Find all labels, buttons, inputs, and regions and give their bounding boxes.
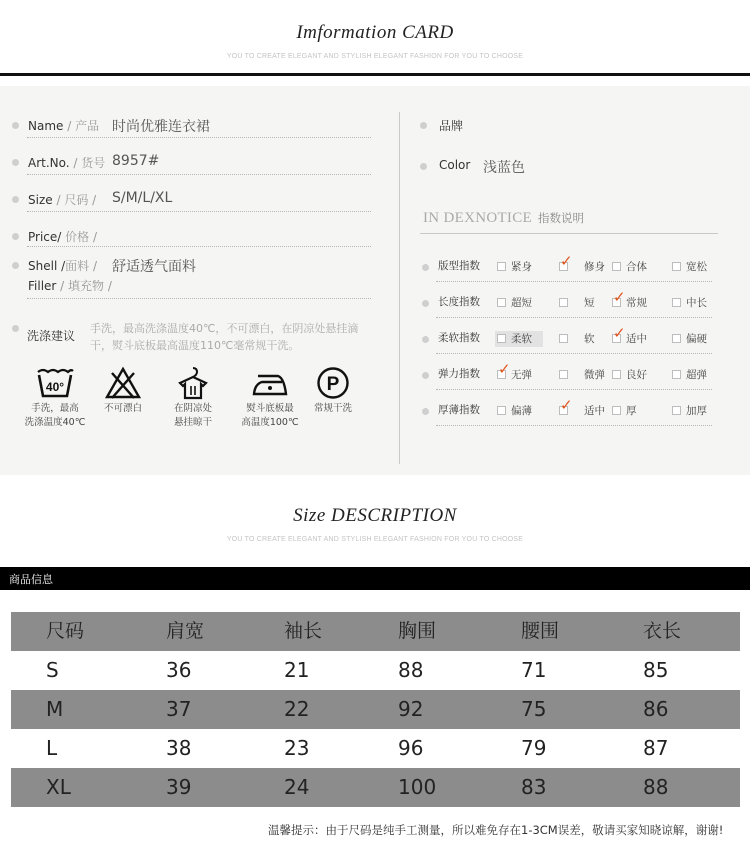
dry-clean-badge: P <box>326 374 340 395</box>
bullet-icon <box>12 325 19 332</box>
size-title: Size DESCRIPTION <box>293 505 457 526</box>
index-option-label: 常规 <box>626 297 647 309</box>
table-header-cell: 衣长 <box>643 620 682 642</box>
info-card-subtitle: YOU TO CREATE ELEGANT AND STYLISH ELEGANT FASHION FOR YOU TO CHOOSE <box>226 53 524 60</box>
index-option[interactable] <box>495 360 543 383</box>
checkbox-icon[interactable] <box>497 334 506 343</box>
index-option[interactable] <box>557 331 605 347</box>
index-option-label: 宽松 <box>686 261 707 273</box>
index-option[interactable] <box>495 403 543 419</box>
index-option[interactable] <box>557 367 605 383</box>
table-cell: 86 <box>643 697 669 721</box>
checkbox-icon[interactable] <box>672 334 681 343</box>
index-option-label: 适中 <box>626 333 647 345</box>
index-option-label: 紧身 <box>511 261 532 273</box>
table-header-cell: 胸围 <box>398 620 437 642</box>
index-row <box>420 324 712 359</box>
wash-40-badge: 40° <box>45 380 65 394</box>
table-header-cell: 尺码 <box>46 620 85 642</box>
table-cell: 96 <box>398 736 424 760</box>
index-option[interactable] <box>610 288 658 311</box>
wash-40-icon <box>35 366 75 400</box>
care-no-bleach-text1: 不可漂白 <box>103 403 142 414</box>
care-dry-clean-text1: 常规干洗 <box>313 403 352 414</box>
size-table <box>11 612 740 807</box>
color-label: Color <box>439 158 471 172</box>
bullet-icon <box>420 163 427 170</box>
table-row <box>11 651 740 690</box>
column-divider <box>399 112 400 464</box>
index-label: 长度指数 <box>438 296 480 308</box>
index-option[interactable] <box>557 252 605 275</box>
header-divider <box>0 73 750 76</box>
table-header-cell: 袖长 <box>284 620 323 642</box>
table-header <box>11 612 740 651</box>
table-cell: 87 <box>643 736 669 760</box>
index-option-label: 中长 <box>686 297 707 309</box>
name-value: 时尚优雅连衣裙 <box>112 119 210 135</box>
size-label-cn: / 尺码 / <box>52 193 97 207</box>
table-cell: 83 <box>521 775 547 799</box>
table-cell: 21 <box>284 658 310 682</box>
index-label: 柔软指数 <box>438 332 480 344</box>
iron-icon <box>250 366 290 400</box>
checkbox-icon[interactable] <box>672 298 681 307</box>
index-option-label: 软 <box>584 333 595 345</box>
checkbox-icon[interactable] <box>497 298 506 307</box>
price-label-cn: 价格 / <box>61 230 98 244</box>
care-dry-clean <box>293 366 373 416</box>
checkbox-icon[interactable] <box>612 406 621 415</box>
table-cell: 100 <box>398 775 437 799</box>
checkbox-icon[interactable] <box>672 406 681 415</box>
index-option[interactable] <box>670 331 718 347</box>
index-option[interactable] <box>610 324 658 347</box>
checkbox-icon[interactable] <box>612 370 621 379</box>
table-cell: 23 <box>284 736 310 760</box>
bullet-icon <box>12 196 19 203</box>
care-iron-text1: 熨斗底板最 <box>246 403 294 414</box>
index-option[interactable] <box>495 331 543 347</box>
checkbox-icon[interactable] <box>672 370 681 379</box>
checkbox-icon[interactable] <box>497 262 506 271</box>
hang-dry-icon <box>173 366 213 400</box>
bullet-icon <box>12 159 19 166</box>
index-option-label: 微弹 <box>584 369 605 381</box>
wash-label: 洗涤建议 <box>27 329 76 343</box>
info-card-header <box>0 22 750 60</box>
table-cell: 37 <box>166 697 192 721</box>
art-value: 8957# <box>112 153 160 169</box>
price-label: Price/ <box>28 230 62 244</box>
table-row <box>11 768 740 807</box>
filler-label-cn: / 填充物 / <box>56 279 112 293</box>
index-option[interactable] <box>610 367 658 383</box>
table-cell: 24 <box>284 775 310 799</box>
bullet-icon <box>12 122 19 129</box>
index-option-label: 柔软 <box>511 333 532 345</box>
info-card <box>0 86 750 475</box>
table-cell: 79 <box>521 736 547 760</box>
index-option-label: 厚 <box>626 405 637 417</box>
index-option-label: 超弹 <box>686 369 707 381</box>
bullet-icon <box>422 408 429 415</box>
index-row <box>420 288 712 323</box>
index-option-label: 合体 <box>626 261 647 273</box>
index-option-label: 良好 <box>626 369 647 381</box>
checkbox-icon[interactable] <box>559 334 568 343</box>
table-header-cell: 肩宽 <box>166 620 205 642</box>
care-no-bleach <box>83 366 163 416</box>
bullet-icon <box>422 300 429 307</box>
index-title <box>423 207 584 227</box>
checkmark-icon: ✓ <box>613 324 626 342</box>
table-cell: 38 <box>166 736 192 760</box>
index-option-label: 偏硬 <box>686 333 707 345</box>
index-option-label: 适中 <box>584 405 605 417</box>
bullet-icon <box>12 262 19 269</box>
care-iron-text2: 高温度100℃ <box>241 417 299 428</box>
table-cell: 88 <box>398 658 424 682</box>
color-value: 浅蓝色 <box>483 160 525 176</box>
size-label: Size <box>28 193 53 207</box>
index-option[interactable] <box>557 295 605 311</box>
table-row <box>11 729 740 768</box>
checkmark-icon: ✓ <box>560 252 573 270</box>
index-option[interactable] <box>610 259 658 275</box>
checkmark-icon: ✓ <box>613 288 626 306</box>
index-option-label: 偏薄 <box>511 405 532 417</box>
size-header <box>0 505 750 543</box>
info-card-title: Imformation CARD <box>296 22 454 43</box>
product-info-bar <box>0 567 750 590</box>
table-cell: S <box>46 658 59 682</box>
dry-clean-icon <box>313 366 353 400</box>
index-option[interactable] <box>610 403 658 419</box>
index-option[interactable] <box>670 403 718 419</box>
bullet-icon <box>12 233 19 240</box>
table-cell: 88 <box>643 775 669 799</box>
table-cell: 92 <box>398 697 424 721</box>
index-label: 弹力指数 <box>438 368 480 380</box>
index-option[interactable] <box>670 295 718 311</box>
index-label: 版型指数 <box>438 260 480 272</box>
table-cell: 75 <box>521 697 547 721</box>
index-divider <box>420 233 718 234</box>
name-label-cn: / 产品 <box>63 119 100 133</box>
bullet-icon <box>422 336 429 343</box>
index-title-cn: 指数说明 <box>538 211 584 225</box>
index-option-label: 短 <box>584 297 595 309</box>
wash-text: 手洗，最高洗涤温度40℃，不可漂白，在阴凉处悬挂滴干，熨斗底板最高温度110℃毫常规干洗。 <box>90 322 359 352</box>
filler-label: Filler <box>28 279 57 293</box>
table-cell: XL <box>46 775 71 799</box>
care-hang-dry <box>153 366 233 430</box>
care-wash-text2: 洗涤温度40℃ <box>24 417 86 428</box>
table-cell: M <box>46 697 64 721</box>
art-label: Art.No. <box>28 156 70 170</box>
index-option[interactable] <box>495 259 543 275</box>
table-cell: 22 <box>284 697 310 721</box>
index-option[interactable] <box>670 367 718 383</box>
index-row <box>420 360 712 395</box>
checkbox-icon[interactable] <box>672 262 681 271</box>
table-header-cell: 腰围 <box>521 620 560 642</box>
index-row <box>420 252 712 287</box>
index-option[interactable] <box>557 396 605 419</box>
size-subtitle: YOU TO CREATE ELEGANT AND STYLISH ELEGANT FASHION FOR YOU TO CHOOSE <box>226 536 524 543</box>
table-cell: 71 <box>521 658 547 682</box>
checkbox-icon[interactable] <box>559 370 568 379</box>
bullet-icon <box>422 264 429 271</box>
checkbox-icon[interactable] <box>497 406 506 415</box>
index-title-en: IN DEXNOTICE <box>423 210 532 226</box>
index-option[interactable] <box>670 259 718 275</box>
shell-label: Shell / <box>28 259 66 273</box>
checkmark-icon: ✓ <box>498 360 511 378</box>
table-cell: L <box>46 736 58 760</box>
table-cell: 39 <box>166 775 192 799</box>
checkmark-icon: ✓ <box>560 396 573 414</box>
table-cell: 36 <box>166 658 192 682</box>
index-label: 厚薄指数 <box>438 404 480 416</box>
product-info-label: 商品信息 <box>9 573 53 586</box>
care-wash-text1: 手洗，最高 <box>31 403 79 414</box>
table-row <box>11 690 740 729</box>
shell-value: 舒适透气面料 <box>112 259 196 275</box>
brand-label: 品牌 <box>439 119 464 133</box>
care-hang-dry-text1: 在阴凉处 <box>173 403 212 414</box>
table-cell: 85 <box>643 658 669 682</box>
shell-label-cn: 面料 / <box>65 259 97 273</box>
no-bleach-icon <box>103 366 143 400</box>
size-note: 温馨提示：由于尺码是纯手工测量，所以难免存在1-3CM误差，敬请买家知晓谅解，谢谢! <box>268 823 724 837</box>
name-label: Name <box>28 119 64 133</box>
checkbox-icon[interactable] <box>559 298 568 307</box>
index-option-label: 无弹 <box>511 369 532 381</box>
care-hang-dry-text2: 悬挂晾干 <box>173 417 212 428</box>
index-option-label: 修身 <box>584 261 605 273</box>
art-label-cn: / 货号 <box>69 156 106 170</box>
bullet-icon <box>420 122 427 129</box>
index-option[interactable] <box>495 295 543 311</box>
size-value: S/M/L/XL <box>112 190 173 206</box>
index-option-label: 加厚 <box>686 405 707 417</box>
bullet-icon <box>422 372 429 379</box>
checkbox-icon[interactable] <box>612 262 621 271</box>
index-option-label: 超短 <box>511 297 532 309</box>
index-row <box>420 396 712 431</box>
